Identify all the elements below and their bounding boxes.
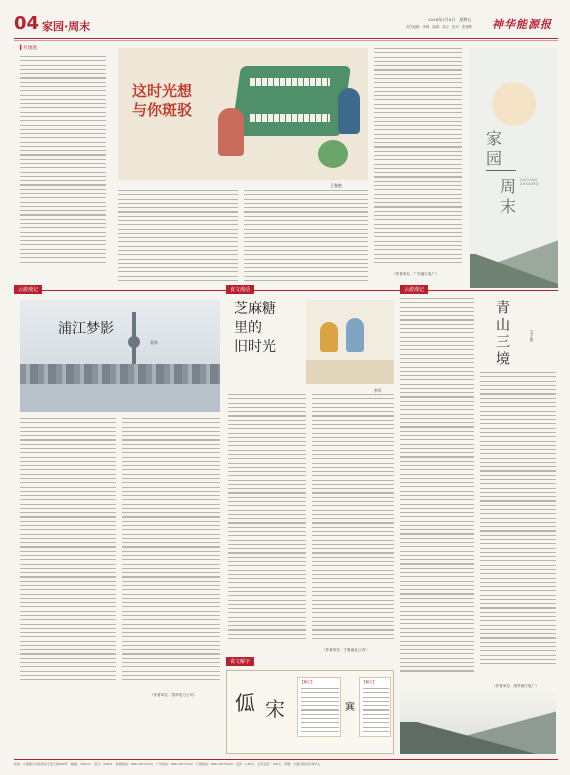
qingshan-byline: 王子怡 — [530, 330, 535, 342]
masthead-editors: 责任编辑：李琳 编辑：徐立 校对：张德辉 — [406, 25, 472, 29]
main-illustration — [118, 48, 368, 180]
plant-shape — [318, 140, 348, 168]
qingshan-ink-art — [400, 692, 556, 754]
main-source: （作者单位：广东湛江电厂） — [392, 272, 439, 276]
note-title-1: 【解字】 — [300, 680, 315, 684]
note-title-2: 【解字】 — [362, 680, 377, 684]
article-text-col1 — [20, 56, 106, 266]
article-text-col4 — [374, 48, 462, 268]
side-subtitle: JIAYUAN ZHOUMO — [520, 178, 540, 186]
note-text-2 — [363, 688, 389, 734]
article-text-col3 — [244, 190, 368, 286]
article-text-col2 — [118, 190, 238, 286]
section-tag-label: 红地毯 — [23, 46, 37, 51]
person-shape-2 — [338, 88, 360, 134]
child-shape — [320, 322, 338, 352]
pujiang-headline: 浦江梦影 — [58, 321, 114, 337]
zhima-byline: 李军 — [374, 388, 382, 393]
tag-marker-icon: ▍ — [20, 46, 24, 51]
child-shape-2 — [346, 318, 364, 352]
zhima-text-col2 — [312, 394, 394, 644]
tiles-shape — [250, 78, 330, 86]
zhima-headline: 芝麻糖 里的 旧时光 — [234, 301, 276, 355]
ground-shape — [306, 360, 394, 384]
note-text-1 — [301, 688, 339, 734]
skyline-shape — [20, 364, 220, 384]
glyph-seal-2: 𡨄 — [345, 702, 355, 713]
glyph-main: 宋 — [265, 697, 285, 721]
side-title-2: 园 — [486, 149, 503, 168]
zhima-text-col1 — [228, 394, 306, 644]
note-box-1 — [297, 677, 341, 737]
masthead-rule-thin — [14, 40, 558, 41]
side-title-3: 周 — [500, 177, 517, 196]
section-tag-mid-right: 食文漫话 — [226, 285, 254, 294]
masthead-date: 2026年2月6日 星期五 — [428, 17, 472, 22]
pujiang-photo — [20, 300, 220, 412]
footer-text: 社址：宁夏银川市金凤区宁安大街490号 邮编：750011 发行：20651 新闻热线：0951-6971533 广告热线：0951-6971532 订阅热线：0951-6975018 定价：2.50元 全年定价：180元 印刷：宁夏日报社印务中心 — [14, 762, 321, 766]
sun-shape — [492, 82, 536, 126]
pujiang-text-col1 — [20, 418, 116, 688]
page-title: 家园·周末 — [42, 20, 91, 33]
table-shape — [231, 66, 351, 136]
section-tag-mid-left: 云游漫记 — [14, 285, 42, 294]
river-shape — [20, 384, 220, 412]
section-tag-bottom: 说文解字 — [226, 657, 254, 666]
masthead — [14, 14, 558, 36]
pujiang-text-col2 — [122, 418, 220, 688]
mountain-shape-2 — [470, 254, 558, 288]
newspaper-logo: 神华能源报 — [492, 18, 552, 31]
qingshan-text-col1 — [400, 298, 474, 678]
side-art — [470, 48, 558, 288]
pujiang-source: （作者单位：国华电力公司） — [150, 693, 197, 697]
divider-mid — [14, 290, 558, 291]
zhima-source: （作者单位：宁夏煤业公司） — [322, 648, 369, 652]
masthead-rule — [14, 38, 558, 39]
side-title-4: 末 — [500, 197, 517, 216]
footer-rule — [14, 759, 558, 760]
page-number: 04 — [14, 13, 40, 34]
note-box-2 — [359, 677, 391, 737]
qingshan-headline: 青山三境 — [494, 300, 510, 368]
shuowen-box — [226, 670, 394, 754]
pujiang-byline: 袁伟 — [150, 340, 158, 345]
qingshan-source: （作者单位：国华浙江电厂） — [492, 684, 539, 688]
tiles-shape-2 — [250, 114, 330, 122]
tower-ball — [128, 336, 140, 348]
section-tag-right: 云游漫记 — [400, 285, 428, 294]
zhima-illustration — [306, 300, 394, 384]
ink-mountain-2 — [400, 722, 556, 754]
side-title-1: 家 — [486, 129, 503, 148]
main-headline: 这时光想 与你斑驳 — [132, 82, 193, 119]
main-byline: 王春艳 — [330, 183, 342, 188]
section-tag-top — [20, 45, 37, 51]
qingshan-text-col2 — [480, 372, 556, 672]
glyph-seal: 𠇗 — [235, 691, 255, 715]
side-divider — [486, 170, 516, 171]
